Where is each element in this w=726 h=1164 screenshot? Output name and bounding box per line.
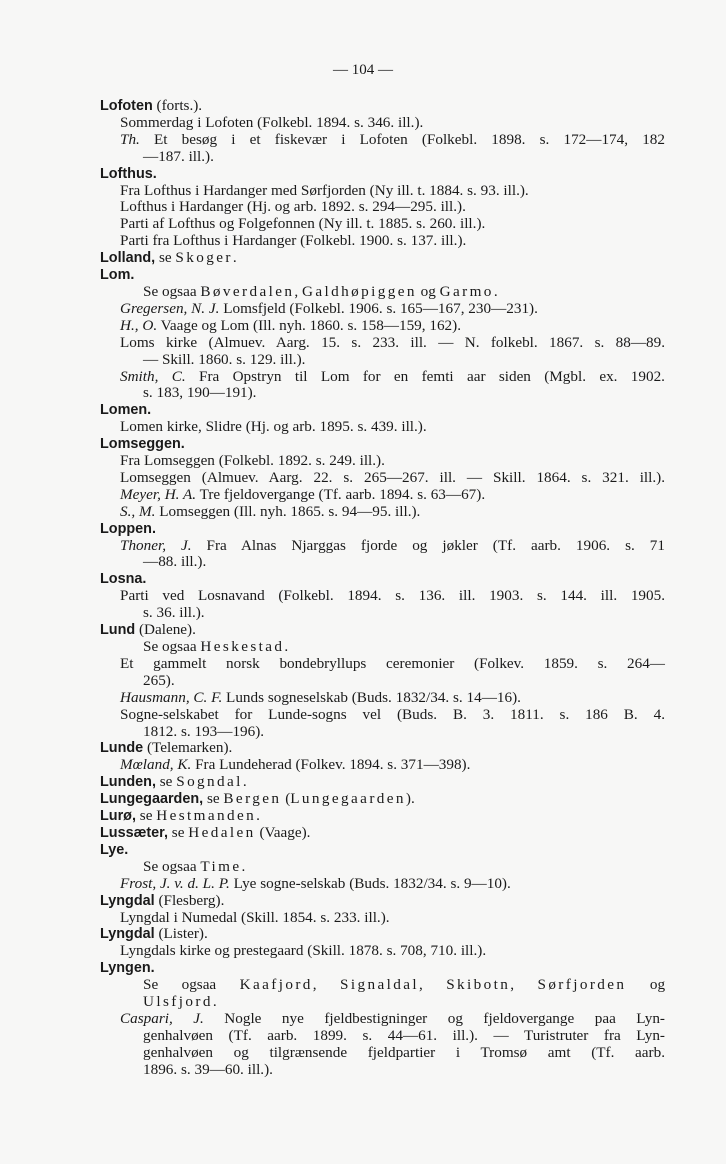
line-text: (forts.). — [152, 97, 203, 114]
entry-heading: Lussæter, — [100, 824, 168, 841]
cross-reference: Sogndal — [176, 773, 243, 791]
line-text: Se ogsaa — [143, 282, 201, 300]
text-line — [100, 605, 665, 622]
entry-heading: Lunde — [100, 740, 144, 757]
line-text: Lunds sogneselskab (Buds. 1832/34. s. 14—16). — [222, 688, 521, 706]
line-text: se — [155, 773, 177, 791]
entry-heading: Lolland, — [100, 250, 156, 267]
line-text: Lomen kirke, Slidre (Hj. og arb. 1895. s. 439. ill.). — [120, 418, 427, 436]
line-text: 265). — [143, 671, 175, 689]
line-text: 1896. s. 39—60. ill.). — [143, 1060, 273, 1078]
cross-reference: Ulsfjord — [143, 993, 213, 1011]
line-text: Nogle nye fjeldbestigninger og fjeldovergange paa Lyn- — [203, 1009, 665, 1027]
text-line — [100, 233, 665, 250]
line-text: Se ogsaa — [143, 976, 240, 994]
line-text: (Flesberg). — [154, 891, 225, 909]
author-name: Mœland, K. — [120, 756, 192, 774]
entry-heading: Lyngdal — [100, 926, 155, 943]
text-line — [100, 791, 665, 808]
text-line — [100, 656, 665, 673]
line-text: se — [135, 807, 157, 825]
line-text: . — [256, 807, 260, 825]
line-text: Lye sogne-selskab (Buds. 1832/34. s. 9—10). — [229, 874, 511, 892]
text-line — [100, 690, 665, 707]
text-line — [100, 1028, 665, 1045]
text-line — [100, 994, 665, 1011]
text-line — [100, 521, 665, 538]
text-line — [100, 504, 665, 521]
line-text: Fra Alnas Njarggas fjorde og jøkler (Tf. aarb. 1906. s. 71 — [191, 536, 665, 554]
line-text: —187. ill.). — [143, 147, 214, 165]
line-text: Sogne-selskabet for Lunde-sogns vel (Buds. B. 3. 1811. s. 186 B. 4. — [120, 705, 665, 723]
cross-reference: Skibotn — [446, 976, 511, 994]
text-line — [100, 199, 665, 216]
text-line — [100, 825, 665, 842]
text-line — [100, 149, 665, 166]
text-line — [100, 1011, 665, 1028]
author-name: S., M. — [120, 502, 156, 520]
line-text: (Telemarken). — [143, 739, 233, 757]
line-text: Fra Opstryn til Lom for en femti aar siden (Mgbl. ex. 1902. — [185, 367, 665, 385]
line-text: Parti af Lofthus og Folgefonnen (Ny ill. t. 1885. s. 260. ill.). — [120, 215, 486, 233]
line-text: Vaage og Lom (Ill. nyh. 1860. s. 158—159, 162). — [157, 316, 461, 334]
text-line — [100, 910, 665, 927]
line-text: Fra Lomseggen (Folkebl. 1892. s. 249. ill.). — [120, 452, 385, 470]
entry-heading: Lofoten — [100, 98, 153, 114]
entry-heading: Lye. — [100, 841, 129, 858]
line-text: s. 36. ill.). — [143, 604, 205, 622]
cross-reference: Hedalen — [188, 823, 256, 841]
text-line — [100, 876, 665, 893]
line-text: , — [418, 976, 447, 994]
line-text: Et gammelt norsk bondebryllups ceremonier (Folkev. 1859. s. 264— — [120, 654, 665, 672]
entry-heading: Lungegaarden, — [100, 791, 204, 808]
text-line — [100, 335, 665, 352]
cross-reference: Lungegaarden — [290, 790, 406, 808]
text-line — [100, 926, 665, 943]
cross-reference: Heskestad — [200, 638, 285, 655]
text-line — [100, 724, 665, 741]
text-line — [100, 757, 665, 774]
line-text: . — [493, 282, 498, 300]
line-text: genhalvøen og tilgrænsende fjeldpartier i Tromsø amt (Tf. aarb. — [143, 1043, 665, 1061]
cross-reference: Time — [200, 857, 242, 875]
line-text: Fra Lundeherad (Folkev. 1894. s. 371—398). — [191, 756, 471, 774]
text-line — [100, 98, 665, 115]
line-text: ). — [405, 790, 415, 808]
text-line — [100, 183, 665, 200]
line-text: s. 183, 190—191). — [143, 384, 257, 402]
line-text: Lomseggen (Almuev. Aarg. 22. s. 265—267. ill. — Skill. 1864. s. 321. ill.). — [120, 468, 665, 486]
line-text: Se ogsaa — [143, 857, 201, 875]
page-number: — 104 — — [333, 62, 393, 78]
text-line — [100, 977, 665, 994]
line-text: Parti ved Losnavand (Folkebl. 1894. s. 136. ill. 1903. s. 144. ill. 1905. — [120, 587, 665, 605]
line-text: . — [242, 773, 247, 791]
line-text: Lomseggen (Ill. nyh. 1865. s. 94—95. ill.). — [155, 502, 421, 520]
line-text: , — [294, 282, 302, 300]
entry-heading: Lurø, — [100, 808, 136, 825]
line-text: — Skill. 1860. s. 129. ill.). — [143, 350, 306, 368]
text-line — [100, 639, 665, 656]
cross-reference: Skoger — [175, 249, 233, 267]
line-text: Lofthus i Hardanger (Hj. og arb. 1892. s. 294—295. ill.). — [120, 198, 466, 216]
entry-heading: Lom. — [100, 267, 135, 284]
author-name: Thoner, J. — [120, 536, 192, 554]
entry-heading: Lomseggen. — [100, 436, 185, 453]
author-name: Th. — [120, 130, 140, 148]
author-name: H., O. — [120, 316, 158, 334]
text-line — [100, 571, 665, 588]
line-text: Sommerdag i Lofoten (Folkebl. 1894. s. 346. ill.). — [120, 113, 424, 131]
line-text: Loms kirke (Almuev. Aarg. 15. s. 233. ill. — N. folkebl. 1867. s. 88—89. — [120, 333, 665, 351]
line-text: , — [510, 976, 538, 994]
line-text: (Lister). — [154, 925, 208, 943]
cross-reference: Galdhøpiggen — [301, 282, 417, 300]
line-text: Tre fjeldovergange (Tf. aarb. 1894. s. 63—67). — [196, 485, 486, 503]
line-text: Lyngdal i Numedal (Skill. 1854. s. 233. ill.). — [120, 908, 390, 926]
text-line — [100, 622, 665, 639]
line-text: Se ogsaa — [143, 638, 201, 655]
line-text: se — [155, 249, 176, 267]
text-line — [100, 250, 665, 267]
cross-reference: Kaafjord — [239, 976, 313, 994]
line-text: og — [416, 282, 440, 300]
line-text: og — [626, 976, 666, 994]
line-text: ( — [281, 790, 291, 808]
cross-reference: Bergen — [223, 790, 282, 808]
author-name: Frost, J. v. d. L. P. — [120, 874, 230, 892]
line-text: . — [284, 638, 289, 655]
line-text: Lomsfjeld (Folkebl. 1906. s. 165—167, 230—231). — [219, 299, 538, 317]
line-text: . — [232, 249, 237, 267]
text-line — [100, 402, 665, 419]
text-line — [100, 318, 665, 335]
line-text: genhalvøen (Tf. aarb. 1899. s. 44—61. ill.). — Turistruter fra Lyn- — [143, 1026, 665, 1044]
text-line — [100, 216, 665, 233]
cross-reference: Sørfjorden — [537, 976, 627, 994]
text-line — [100, 554, 665, 571]
entry-heading: Lomen. — [100, 402, 152, 419]
text-line — [100, 673, 665, 690]
text-line — [100, 352, 665, 369]
author-name: Smith, C. — [120, 367, 186, 385]
text-line — [100, 943, 665, 960]
text-line — [100, 893, 665, 910]
text-line — [100, 487, 665, 504]
text-line — [100, 808, 665, 825]
text-line — [100, 859, 665, 876]
text-line — [100, 453, 665, 470]
entry-heading: Lyngen. — [100, 960, 155, 977]
cross-reference: Hestmanden — [156, 807, 257, 825]
text-line — [100, 538, 665, 555]
author-name: Meyer, H. A. — [120, 485, 197, 503]
entry-heading: Loppen. — [100, 520, 156, 537]
line-text: . — [212, 993, 217, 1011]
text-line — [100, 166, 665, 183]
line-text: (Dalene). — [135, 621, 196, 639]
index-text — [100, 98, 665, 1079]
text-line — [100, 301, 665, 318]
text-line — [100, 284, 665, 301]
line-text: Et besøg i et fiskevær i Lofoten (Folkebl. 1898. s. 172—174, 182 — [139, 130, 665, 148]
text-line — [100, 960, 665, 977]
line-text: (Vaage). — [255, 823, 311, 841]
text-line — [100, 1062, 665, 1079]
author-name: Caspari, J. — [120, 1009, 204, 1027]
text-line — [100, 842, 665, 859]
line-text: , — [312, 976, 340, 994]
text-line — [100, 385, 665, 402]
cross-reference: Garmo — [439, 282, 494, 300]
text-line — [100, 436, 665, 453]
text-line — [100, 707, 665, 724]
text-line — [100, 1045, 665, 1062]
cross-reference: Signaldal — [340, 976, 419, 994]
text-line — [100, 588, 665, 605]
line-text: se — [167, 823, 189, 841]
entry-heading: Lyngdal — [100, 892, 155, 909]
cross-reference: Bøverdalen — [200, 282, 295, 300]
line-text: Fra Lofthus i Hardanger med Sørfjorden (Ny ill. t. 1884. s. 93. ill.). — [120, 181, 529, 199]
text-line — [100, 740, 665, 757]
line-text: . — [241, 857, 246, 875]
entry-heading: Lunden, — [100, 774, 156, 791]
line-text: se — [203, 790, 224, 808]
text-line — [100, 132, 665, 149]
line-text: Lyngdals kirke og prestegaard (Skill. 1878. s. 708, 710. ill.). — [120, 942, 487, 960]
author-name: Hausmann, C. F. — [120, 688, 223, 706]
text-line — [100, 115, 665, 132]
text-line — [100, 369, 665, 386]
text-line — [100, 774, 665, 791]
line-text: 1812. s. 193—196). — [143, 722, 265, 740]
text-line — [100, 470, 665, 487]
line-text: —88. ill.). — [143, 553, 207, 571]
entry-heading: Losna. — [100, 571, 147, 588]
entry-heading: Lund — [100, 622, 136, 639]
entry-heading: Lofthus. — [100, 165, 157, 182]
text-line — [100, 419, 665, 436]
line-text: Parti fra Lofthus i Hardanger (Folkebl. 1900. s. 137. ill.). — [120, 232, 467, 250]
text-line — [100, 267, 665, 284]
author-name: Gregersen, N. J. — [120, 299, 220, 317]
